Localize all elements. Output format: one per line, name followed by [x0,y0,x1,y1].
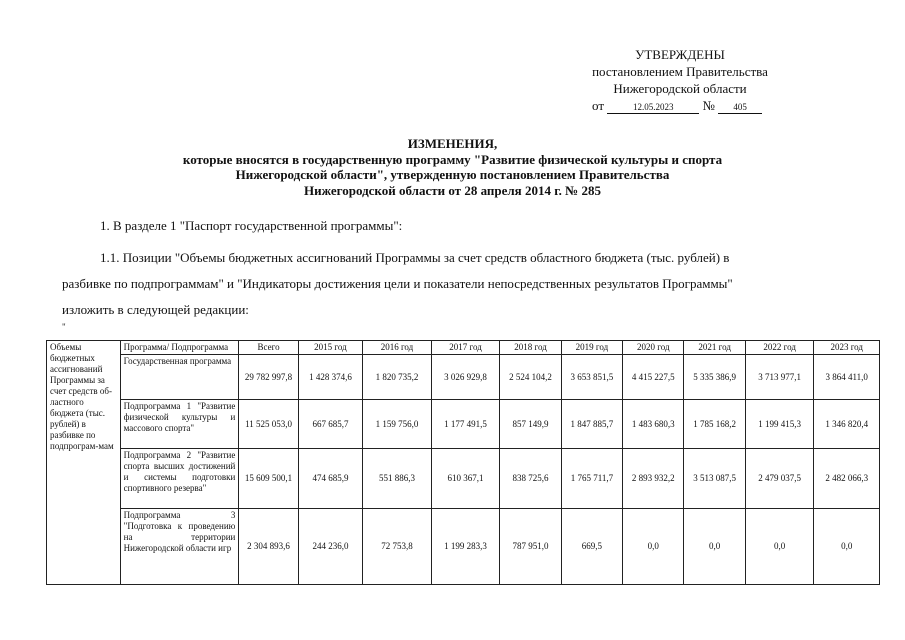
column-header: 2018 год [500,341,561,355]
value-cell: 3 026 929,8 [431,355,500,400]
value-cell: 72 753,8 [363,509,432,585]
column-header: Всего [239,341,298,355]
value-cell: 0,0 [684,509,745,585]
title-line3: Нижегородской области", утвержденную постановлением Правительства [235,167,670,182]
program-name: Государственная программа [120,355,239,400]
title-line1: ИЗМЕНЕНИЯ, [407,136,498,151]
value-cell: 0,0 [745,509,814,585]
row-header-cell: Объемы бюджетных ассигнований Программы за счет средств об-ластного бюджета (тыс. рублей) в разбивке по подпрограм-мам [47,341,121,585]
value-cell: 2 893 932,2 [623,449,684,509]
value-cell: 11 525 053,0 [239,400,298,449]
budget-table [46,340,880,585]
paragraph-1: 1. В разделе 1 "Паспорт государственной программы": [100,218,403,233]
value-cell: 1 346 820,4 [814,400,880,449]
value-cell: 2 479 037,5 [745,449,814,509]
value-cell: 3 713 977,1 [745,355,814,400]
value-cell: 610 367,1 [431,449,500,509]
table-row [47,355,880,400]
value-cell: 1 428 374,6 [298,355,362,400]
value-cell: 1 765 711,7 [561,449,622,509]
approved-line2: Нижегородской области [613,81,747,96]
value-cell: 1 820 735,2 [363,355,432,400]
program-name: Подпрограмма 1 "Развитие физической культуры и массового спорта" [120,400,239,449]
value-cell: 1 785 168,2 [684,400,745,449]
column-header: 2020 год [623,341,684,355]
from-label: от [592,98,605,113]
value-cell: 787 951,0 [500,509,561,585]
table-row [47,400,880,449]
value-cell: 474 685,9 [298,449,362,509]
column-header: 2023 год [814,341,880,355]
value-cell: 1 159 756,0 [363,400,432,449]
value-cell: 244 236,0 [298,509,362,585]
column-header: 2021 год [684,341,745,355]
value-cell: 838 725,6 [500,449,561,509]
approval-date: 12.05.2023 [607,102,699,114]
value-cell: 667 685,7 [298,400,362,449]
approval-number: 405 [718,102,762,114]
table-header-row [47,341,880,355]
column-header: Программа/ Подпрограмма [120,341,239,355]
column-header: 2017 год [431,341,500,355]
value-cell: 4 415 227,5 [623,355,684,400]
paragraph-1-1 [62,245,844,323]
table-row [47,449,880,509]
opening-quote: " [62,322,66,332]
value-cell: 0,0 [623,509,684,585]
value-cell: 3 653 851,5 [561,355,622,400]
value-cell: 3 513 087,5 [684,449,745,509]
value-cell: 15 609 500,1 [239,449,298,509]
paragraph-1-1-line2: разбивке по подпрограммам" и "Индикаторы достижения цели и показатели непосредственных результатов Программы" [62,276,733,291]
number-label: № [702,98,715,113]
title-line2: которые вносятся в государственную программу "Развитие физической культуры и спорта [182,151,723,167]
column-header: 2019 год [561,341,622,355]
value-cell: 2 304 893,6 [239,509,298,585]
value-cell: 669,5 [561,509,622,585]
paragraph-1-1-line3: изложить в следующей редакции: [62,302,249,317]
paragraph-1-1-line1: 1.1. Позиции "Объемы бюджетных ассигнований Программы за счет средств областного бюджета (тыс. рублей) в [100,250,730,265]
document-title [60,136,845,198]
title-line4: Нижегородской области от 28 апреля 2014 г. № 285 [304,182,601,198]
program-name: Подпрограмма 2 "Развитие спорта высших достижений и системы подготовки спортивного резерва" [120,449,239,509]
value-cell: 2 482 066,3 [814,449,880,509]
table-row [47,509,880,585]
value-cell: 3 864 411,0 [814,355,880,400]
column-header: 2015 год [298,341,362,355]
column-header: 2016 год [363,341,432,355]
value-cell: 0,0 [814,509,880,585]
value-cell: 5 335 386,9 [684,355,745,400]
program-name: Подпрограмма 3 "Подготовка к проведению на территории Нижегородской области игр [120,509,239,585]
approval-signature-line [560,97,800,114]
value-cell: 29 782 997,8 [239,355,298,400]
value-cell: 1 483 680,3 [623,400,684,449]
approved-heading: УТВЕРЖДЕНЫ [635,47,725,62]
approved-line1: постановлением Правительства [592,64,768,79]
value-cell: 1 847 885,7 [561,400,622,449]
value-cell: 551 886,3 [363,449,432,509]
column-header: 2022 год [745,341,814,355]
value-cell: 1 177 491,5 [431,400,500,449]
approval-stamp [560,46,800,114]
value-cell: 857 149,9 [500,400,561,449]
value-cell: 1 199 415,3 [745,400,814,449]
value-cell: 1 199 283,3 [431,509,500,585]
value-cell: 2 524 104,2 [500,355,561,400]
